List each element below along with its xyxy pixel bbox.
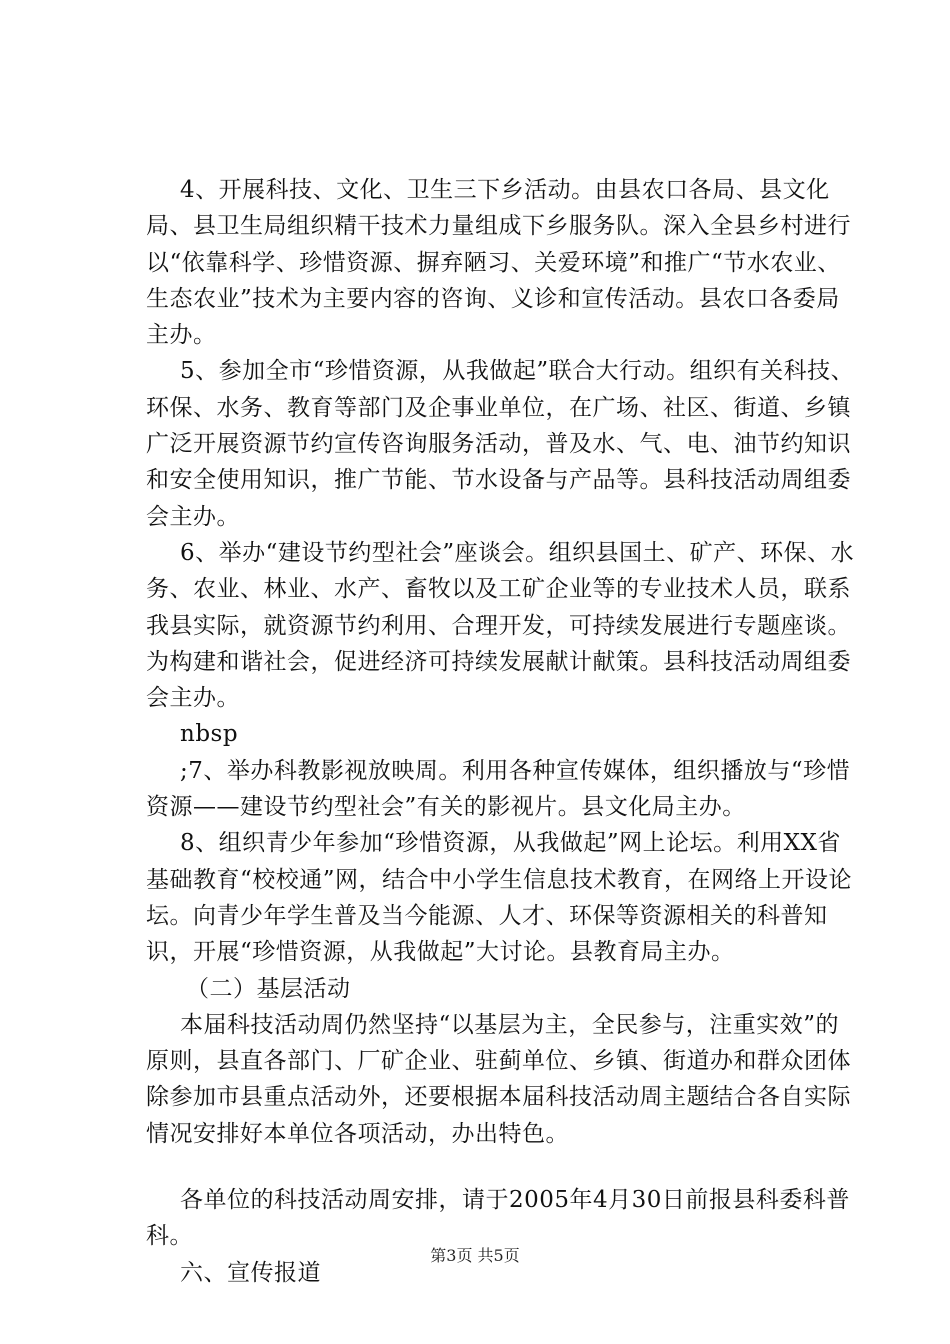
paragraph-item-7: ;7、举办科教影视放映周。利用各种宣传媒体，组织播放与“珍惜资源——建设节约型社会”有关的影视片。县文化局主办。 (146, 757, 851, 821)
document-body (146, 172, 858, 1291)
section-heading-publicity: 六、宣传报道 (180, 1259, 321, 1286)
paragraph-item-6: 6、举办“建设节约型社会”座谈会。组织县国土、矿产、环保、水务、农业、林业、水产、畜牧以及工矿企业等的专业技术人员，联系我县实际，就资源节约利用、合理开发，可持续发展进行专题座谈。为构建和谐社会，促进经济可持续发展献计献策。县科技活动周组委会主办。 (146, 539, 855, 712)
paragraph-item-5: 5、参加全市“珍惜资源，从我做起”联合大行动。组织有关科技、环保、水务、教育等部门及企事业单位，在广场、社区、街道、乡镇广泛开展资源节约宣传咨询服务活动，普及水、气、电、油节约知识和安全使用知识，推广节能、节水设备与产品等。县科技活动周组委会主办。 (146, 358, 855, 530)
section-heading-grassroots: （二）基层活动 (186, 975, 351, 1002)
paragraph-item-8: 8、组织青少年参加“珍惜资源，从我做起”网上论坛。利用XX省基础教育“校校通”网，结合中小学生信息技术教育，在网络上开设论坛。向青少年学生普及当今能源、人才、环保等资源相关的科普知识，开展“珍惜资源，从我做起”大讨论。县教育局主办。 (146, 830, 853, 966)
paragraph-deadline: 各单位的科技活动周安排，请于2005年4月30日前报县科委科普科。 (146, 1187, 850, 1250)
paragraph-grassroots: 本届科技活动周仍然坚持“以基层为主，全民参与，注重实效”的原则，县直各部门、厂矿企业、驻蓟单位、乡镇、街道办和群众团体除参加市县重点活动外，还要根据本届科技活动周主题结合各自实际情况安排好本单位各项活动，办出特色。 (146, 1011, 851, 1147)
page-footer: 第3页 共5页 (430, 1246, 520, 1265)
paragraph-gap (146, 1152, 858, 1182)
stray-text-nbsp: nbsp (180, 721, 239, 748)
paragraph-item-4: 4、开展科技、文化、卫生三下乡活动。由县农口各局、县文化局、县卫生局组织精干技术力量组成下乡服务队。深入全县乡村进行以“依靠科学、珍惜资源、摒弃陋习、关爱环境”和推广“节水农业、生态农业”技术为主要内容的咨询、义诊和宣传活动。县农口各委局主办。 (146, 177, 851, 349)
